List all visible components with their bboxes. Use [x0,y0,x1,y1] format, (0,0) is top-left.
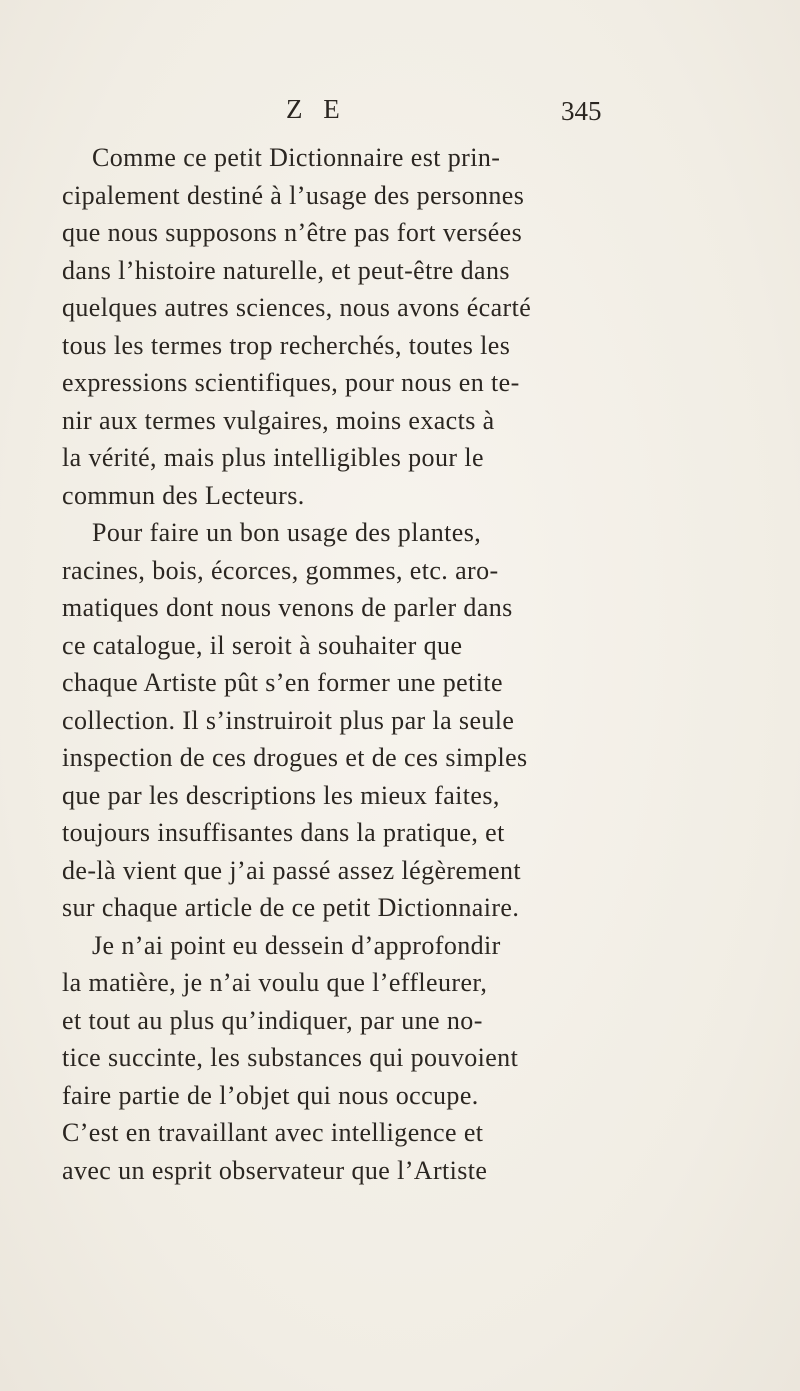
text-line: avec un esprit observateur que l’Artiste [62,1155,488,1185]
text-line: nir aux termes vulgaires, moins exacts à [62,405,495,435]
text-line: de-là vient que j’ai passé assez légèrement [62,855,521,885]
text-line: chaque Artiste pût s’en former une petite [62,668,503,697]
running-head: Z E [286,94,347,124]
text-line: la matière, je n’ai voulu que l’effleurer, [62,968,488,997]
text-line: Je n’ai point eu dessein d’approfondir [92,930,501,960]
text-line: faire partie de l’objet qui nous occupe. [62,1080,479,1110]
text-line: Comme ce petit Dictionnaire est prin- [92,143,501,172]
text-line: C’est en travaillant avec intelligence et [62,1118,484,1147]
text-line: toujours insuffisantes dans la pratique, et [62,818,505,847]
text-line: commun des Lecteurs. [62,480,305,510]
text-line: tice succinte, les substances qui pouvoient [62,1043,519,1072]
text-line: matiques dont nous venons de parler dans [62,593,513,622]
page-header [0,94,800,134]
text-line: dans l’histoire naturelle, et peut-être dans [62,255,510,285]
text-line: que nous supposons n’être pas fort versées [62,218,523,247]
page-number: 345 [561,96,602,126]
text-line: ce catalogue, il seroit à souhaiter que [62,630,463,660]
text-line: sur chaque article de ce petit Dictionnaire. [62,893,520,922]
text-line: expressions scientifiques, pour nous en te- [62,368,520,397]
text-line: Pour faire un bon usage des plantes, [92,518,482,547]
text-line: et tout au plus qu’indiquer, par une no- [62,1005,483,1035]
text-line: inspection de ces drogues et de ces simples [62,743,528,772]
text-line: quelques autres sciences, nous avons écarté [62,293,532,322]
text-line: que par les descriptions les mieux faites, [62,780,500,810]
text-line: collection. Il s’instruiroit plus par la seule [62,705,515,735]
text-line: tous les termes trop recherchés, toutes les [62,330,511,360]
text-line: racines, bois, écorces, gommes, etc. aro- [62,555,499,585]
body-text [62,139,752,1189]
text-line: la vérité, mais plus intelligibles pour le [62,443,484,472]
text-line: cipalement destiné à l’usage des personnes [62,180,525,210]
